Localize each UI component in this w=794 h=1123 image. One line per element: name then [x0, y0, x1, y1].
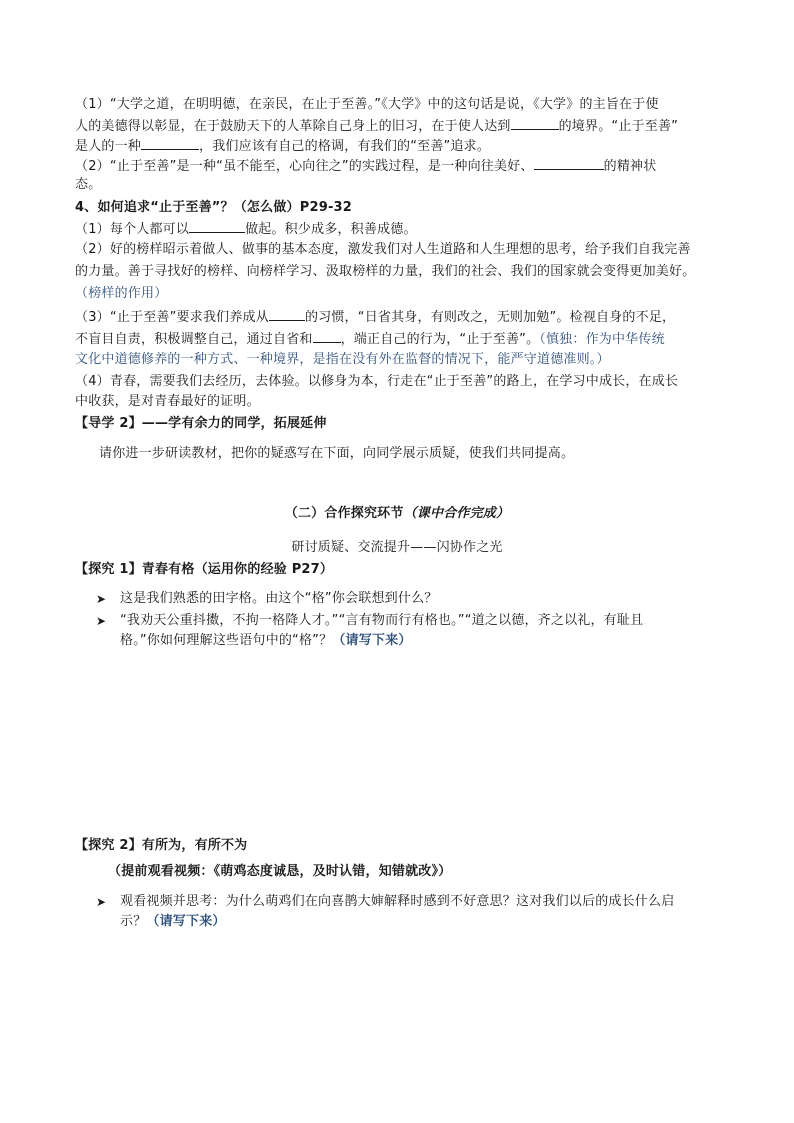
arrowhead-bullet-icon: ➤: [96, 895, 107, 909]
para-2-line-2: 态。: [75, 177, 102, 192]
item-4-line-1: （4）青春，需要我们去经历，去体验。以修身为本，行走在“止于至善”的路上，在学习中成长，在成长: [75, 374, 679, 389]
item-3-text: ，端正自己的行为，“止于至善”。: [340, 332, 540, 347]
arrowhead-bullet-icon: ➤: [96, 592, 107, 606]
explore-1-question-1: 这是我们熟悉的田字格。由这个“格”你会联想到什么？: [120, 591, 438, 606]
explore-2-question-line-2: [120, 912, 226, 932]
write-down-note: （请写下来）: [146, 914, 226, 929]
item-3-text: 不盲目自责，积极调整自己，通过自省和: [75, 332, 313, 347]
para-1-line-1: （1）“大学之道，在明明德，在亲民，在止于至善。”《大学》中的这句话是说，《大学》的主旨在于使: [75, 97, 659, 112]
fill-blank[interactable]: [534, 155, 604, 170]
fill-blank[interactable]: [511, 115, 559, 130]
explore-1-question-2-line-2: [120, 631, 412, 651]
fill-blank[interactable]: [189, 218, 245, 233]
part-2-title: （二）合作探究环节: [284, 506, 404, 521]
item-3-note-line-2: 文化中道德修养的一种方式、一种境界，是指在没有外在监督的情况下，能严守道德准则。）: [75, 352, 610, 367]
guide-2-text: 请你进一步研读教材，把你的疑惑写在下面，向同学展示质疑，使我们共同提高。: [99, 446, 575, 461]
para-1-text: 人的美德得以彰显，在于鼓励天下的人革除自己身上的旧习，在于使人达到: [75, 119, 511, 134]
para-2-line-1: [75, 155, 656, 177]
explore-2-video-note: （提前观看视频：《萌鸡态度诚恳，及时认错，知错就改》）: [108, 864, 452, 879]
explore-2-question-line-1: 观看视频并思考：为什么萌鸡们在向喜鹊大婶解释时感到不好意思？这对我们以后的成长什么启: [120, 894, 675, 909]
item-4-line-2: 中收获，是对青春最好的证明。: [75, 394, 260, 409]
para-1-text: 的境界。“止于至善”: [558, 119, 679, 134]
para-1-text: ，我们应该有自己的格调，有我们的“至善”追求。: [199, 139, 491, 154]
item-3-text: 的习惯，“日省其身，有则改之，无则加勉”。检视自身的不足，: [304, 310, 676, 325]
item-1: [75, 218, 417, 240]
part-2-subheading: 研讨质疑、交流提升——闪协作之光: [291, 540, 503, 555]
para-1-line-2: [75, 115, 678, 137]
explore-2-title: 【探究 2】有所为，有所不为: [75, 838, 248, 853]
explore-1-question-2-text: 格。”你如何理解这些语句中的“格”？: [120, 633, 333, 648]
fill-blank[interactable]: [141, 135, 199, 150]
write-down-note: （请写下来）: [332, 633, 412, 648]
part-2-heading: [0, 504, 794, 524]
item-2-line-2: 的力量。善于寻找好的榜样、向榜样学习、汲取榜样的力量，我们的社会、我们的国家就会变得更加美好。: [75, 264, 696, 279]
para-2-text: 的精神状: [603, 159, 657, 174]
explore-1-question-2-line-1: “我劝天公重抖擞，不拘一格降人才。”“言有物而行有格也。”“道之以德，齐之以礼，有耻且: [120, 613, 644, 628]
item-3-note: （慎独：作为中华传统: [539, 332, 665, 347]
item-1-text: 做起。积少成多，积善成德。: [245, 222, 417, 237]
para-2-text: （2）“止于至善”是一种“虽不能至，心向往之”的实践过程，是一种向往美好、: [75, 159, 534, 174]
arrowhead-bullet-icon: ➤: [96, 614, 107, 628]
section-4-heading: 4、如何追求“止于至善”？（怎么做）P29-32: [75, 200, 353, 215]
item-2-line-1: （2）好的榜样昭示着做人、做事的基本态度，激发我们对人生道路和人生理想的思考，给予我们自我完善: [75, 242, 691, 257]
part-2-note: （课中合作完成）: [403, 506, 510, 521]
fill-blank[interactable]: [269, 306, 305, 321]
guide-2-title: 【导学 2】——学有余力的同学，拓展延伸: [75, 416, 327, 431]
explore-1-title: 【探究 1】青春有格（运用你的经验 P27）: [75, 562, 334, 577]
item-3-text: （3）“止于至善”要求我们养成从: [75, 310, 269, 325]
para-1-line-3: [75, 135, 490, 157]
item-3-line-1: [75, 306, 675, 328]
item-1-text: （1）每个人都可以: [75, 222, 190, 237]
para-1-text: 是人的一种: [75, 139, 142, 154]
explore-2-question-text: 示？: [120, 914, 147, 929]
item-2-note: （榜样的作用）: [75, 286, 168, 301]
item-3-line-2: [75, 328, 665, 350]
fill-blank[interactable]: [313, 328, 341, 343]
